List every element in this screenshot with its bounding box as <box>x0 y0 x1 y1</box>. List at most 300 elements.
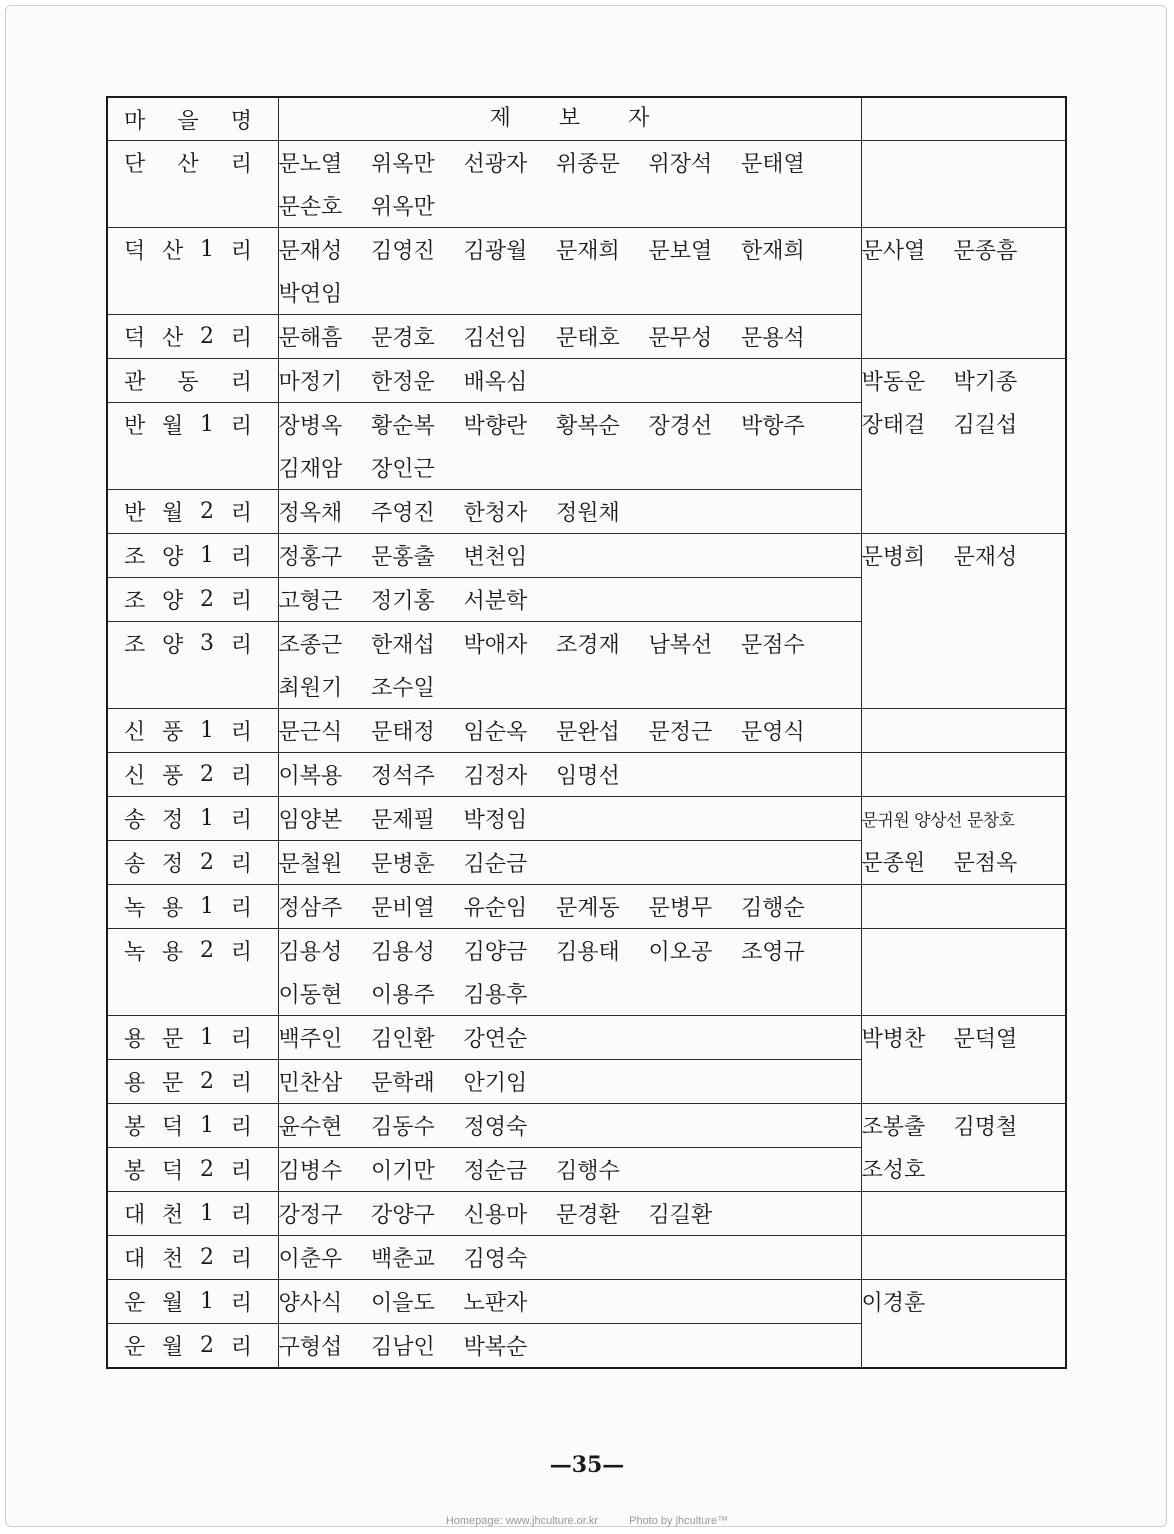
table-row <box>107 359 1066 403</box>
village-name-char: 리 <box>230 808 252 833</box>
village-name-char: 정 <box>162 852 184 877</box>
informant-name: 김행수 <box>556 1159 620 1184</box>
village-name <box>124 622 252 665</box>
village-name-char: 리 <box>230 326 252 351</box>
footer <box>0 1515 1174 1527</box>
village-name-char: 2 <box>200 499 214 524</box>
informant-names-cell <box>278 797 861 841</box>
informant-name: 박애자 <box>463 633 528 658</box>
table-row <box>107 1236 1066 1280</box>
village-name-char: 산 <box>162 239 184 264</box>
informant-name: 김인환 <box>371 1027 435 1052</box>
additional-informant-line <box>862 840 1066 883</box>
informant-line <box>279 1236 861 1279</box>
village-name-char: 3 <box>200 631 214 656</box>
informant-name: 선광자 <box>463 152 528 177</box>
informant-name: 고형근 <box>278 589 343 614</box>
village-name-char: 천 <box>162 1247 184 1272</box>
informant-name: 문손호 <box>278 195 343 220</box>
informant-name: 장경선 <box>648 414 713 439</box>
additional-informant-name: 이경훈 <box>861 1291 926 1316</box>
table-row <box>107 228 1066 315</box>
header-village-char: 을 <box>177 108 199 134</box>
informant-line <box>279 1192 861 1235</box>
village-name-char: 1 <box>200 894 214 919</box>
village-name-char: 2 <box>200 762 214 787</box>
informant-name: 문재성 <box>278 239 343 264</box>
table-row <box>107 709 1066 753</box>
village-name-char: 2 <box>200 587 214 612</box>
village-name-char: 관 <box>124 370 146 395</box>
informant-name: 문제필 <box>371 808 435 833</box>
additional-informant-name: 조성호 <box>861 1158 926 1183</box>
village-name <box>124 841 252 884</box>
village-name-char: 1 <box>200 806 214 831</box>
additional-informant-name: 박동운 <box>861 370 926 395</box>
informant-line <box>279 665 861 708</box>
village-name-char: 신 <box>124 764 146 789</box>
village-name <box>124 753 252 796</box>
informant-names-cell <box>278 1324 861 1369</box>
informant-name: 위종문 <box>556 152 620 177</box>
village-name-char: 용 <box>124 1071 146 1096</box>
informant-name: 임양본 <box>278 808 343 833</box>
additional-informants-cell <box>861 1104 1066 1192</box>
informant-names-cell <box>278 1148 861 1192</box>
village-name-char: 리 <box>230 1291 252 1316</box>
additional-informant-name: 박기종 <box>953 370 1018 395</box>
village-name-char: 덕 <box>124 326 146 351</box>
village-name-char: 2 <box>200 1157 214 1182</box>
informant-name: 임명선 <box>556 764 620 789</box>
informant-line <box>279 578 861 621</box>
village-name-char: 녹 <box>124 896 146 921</box>
informant-line <box>279 403 861 446</box>
village-name-char: 덕 <box>162 1115 184 1140</box>
informant-name: 박항주 <box>741 414 805 439</box>
informant-table <box>106 96 1067 1369</box>
informant-names-cell <box>278 1060 861 1104</box>
additional-informant-line <box>862 402 1066 445</box>
village-name-char: 용 <box>124 1027 146 1052</box>
additional-informant-name: 박병찬 <box>861 1027 926 1052</box>
informant-name: 이기만 <box>371 1159 435 1184</box>
header-row <box>107 97 1066 141</box>
informant-name: 박향란 <box>463 414 528 439</box>
informant-name: 위옥만 <box>371 195 435 220</box>
informant-line <box>279 1104 861 1147</box>
additional-informants-cell <box>861 797 1066 885</box>
informant-name: 장인근 <box>371 457 435 482</box>
village-name-char: 봉 <box>124 1159 146 1184</box>
informant-name: 주영진 <box>371 501 435 526</box>
additional-informants-cell <box>861 885 1066 929</box>
village-name <box>124 1148 252 1191</box>
informant-line <box>279 446 861 489</box>
village-cell <box>107 490 278 534</box>
header-empty-cell <box>861 97 1066 141</box>
informant-name: 문영식 <box>741 720 805 745</box>
additional-informants-cell <box>861 753 1066 797</box>
informant-name: 문해흠 <box>278 326 343 351</box>
informant-line <box>279 534 861 577</box>
village-name-char: 양 <box>162 589 184 614</box>
village-name-char: 천 <box>162 1203 184 1228</box>
header-informant-label: 제보자 <box>489 106 698 131</box>
village-name-char: 반 <box>124 501 146 526</box>
village-name-char: 봉 <box>124 1115 146 1140</box>
additional-informants-cell <box>861 1280 1066 1369</box>
village-name <box>124 490 252 533</box>
footer-homepage: Homepage: www.jhculture.or.kr <box>445 1515 599 1527</box>
informant-name: 남복선 <box>648 633 713 658</box>
informant-name: 김길환 <box>648 1203 713 1228</box>
informant-names-cell <box>278 753 861 797</box>
additional-informant-line <box>862 228 1066 271</box>
village-cell <box>107 753 278 797</box>
informant-names-cell <box>278 841 861 885</box>
village-name-char: 용 <box>162 896 184 921</box>
village-name-char: 양 <box>162 633 184 658</box>
informant-name: 황복순 <box>556 414 620 439</box>
village-name-char: 2 <box>200 1069 214 1094</box>
village-name <box>124 228 252 271</box>
additional-informant-name: 문점옥 <box>953 851 1018 876</box>
footer-photo: Photo by jhculture™ <box>629 1515 729 1527</box>
village-name-char: 1 <box>200 412 214 437</box>
informant-line <box>279 841 861 884</box>
informant-name: 정옥채 <box>278 501 343 526</box>
informant-name: 문경호 <box>371 326 435 351</box>
informant-name: 조경재 <box>556 633 620 658</box>
village-cell <box>107 141 278 228</box>
village-name <box>124 1236 252 1279</box>
informant-line <box>279 885 861 928</box>
informant-line <box>279 271 861 314</box>
village-cell <box>107 578 278 622</box>
informant-name: 노판자 <box>463 1291 528 1316</box>
additional-informants-cell <box>861 929 1066 1016</box>
additional-informants-cell <box>861 141 1066 228</box>
table-row <box>107 1280 1066 1324</box>
village-name-char: 리 <box>230 1115 252 1140</box>
header-village-char: 마 <box>124 108 146 134</box>
informant-name: 이춘우 <box>278 1247 343 1272</box>
additional-informant-name: 문종원 <box>861 851 926 876</box>
village-name-char: 1 <box>200 1289 214 1314</box>
informant-name: 문학래 <box>371 1071 435 1096</box>
village-name-char: 리 <box>230 239 252 264</box>
village-name <box>124 1104 252 1147</box>
additional-informants-cell <box>861 709 1066 753</box>
village-name-char: 1 <box>200 237 214 262</box>
informant-names-cell <box>278 1280 861 1324</box>
additional-informant-name: 문사열 <box>861 239 926 264</box>
village-name-char: 리 <box>230 589 252 614</box>
village-name-char: 양 <box>162 545 184 570</box>
header-informant-cell <box>278 97 861 141</box>
informant-names-cell <box>278 578 861 622</box>
informant-line <box>279 141 861 184</box>
village-name-char: 단 <box>124 152 146 177</box>
additional-informant-line <box>862 1104 1066 1147</box>
informant-names-cell <box>278 228 861 315</box>
village-cell <box>107 841 278 885</box>
informant-name: 민찬삼 <box>278 1071 343 1096</box>
additional-informants-cell <box>861 534 1066 709</box>
informant-name: 문보열 <box>648 239 713 264</box>
informant-name: 김용태 <box>556 940 620 965</box>
village-name-char: 1 <box>200 543 214 568</box>
village-name-char: 조 <box>124 633 146 658</box>
informant-name: 문태정 <box>371 720 435 745</box>
informant-name: 정순금 <box>463 1159 528 1184</box>
table-row <box>107 141 1066 228</box>
village-name-char: 문 <box>162 1071 184 1096</box>
village-name-char: 반 <box>124 414 146 439</box>
village-name-char: 리 <box>230 152 252 177</box>
informant-name: 문정근 <box>648 720 713 745</box>
village-name-char: 녹 <box>124 940 146 965</box>
village-name-char: 리 <box>230 764 252 789</box>
village-name <box>124 1016 252 1059</box>
informant-name: 정기홍 <box>371 589 435 614</box>
informant-line <box>279 972 861 1015</box>
village-name-char: 리 <box>230 1247 252 1272</box>
village-name-char: 리 <box>230 852 252 877</box>
informant-name: 이동현 <box>278 983 343 1008</box>
village-name-char: 2 <box>200 1245 214 1270</box>
village-name <box>124 885 252 928</box>
header-village-label <box>124 98 252 140</box>
informant-name: 문계동 <box>556 896 620 921</box>
village-name-char: 용 <box>162 940 184 965</box>
village-name-char: 대 <box>124 1203 146 1228</box>
village-cell <box>107 1016 278 1060</box>
informant-name: 문무성 <box>648 326 713 351</box>
informant-name: 문노열 <box>278 152 343 177</box>
informant-name: 강양구 <box>371 1203 435 1228</box>
additional-informants-cell <box>861 228 1066 359</box>
informant-name: 박정임 <box>463 808 528 833</box>
informant-name: 박연임 <box>278 282 343 307</box>
village-cell <box>107 1104 278 1148</box>
village-name-char: 2 <box>200 938 214 963</box>
informant-name: 백춘교 <box>371 1247 435 1272</box>
table-row <box>107 1104 1066 1148</box>
village-name <box>124 534 252 577</box>
additional-informants-cell <box>861 1016 1066 1104</box>
informant-name: 임순옥 <box>463 720 528 745</box>
village-name <box>124 709 252 752</box>
additional-informant-line <box>862 1147 1066 1190</box>
informant-line <box>279 709 861 752</box>
informant-name: 김선임 <box>463 326 528 351</box>
informant-name: 변천임 <box>463 545 528 570</box>
informant-name: 구형섭 <box>278 1335 343 1360</box>
informant-name: 정석주 <box>371 764 435 789</box>
informant-names-cell <box>278 141 861 228</box>
informant-name: 문철원 <box>278 852 343 877</box>
informant-name: 문병훈 <box>371 852 435 877</box>
additional-informant-name: 문재성 <box>953 545 1018 570</box>
informant-line <box>279 315 861 358</box>
informant-name: 이을도 <box>371 1291 435 1316</box>
informant-name: 김행순 <box>741 896 805 921</box>
informant-names-cell <box>278 709 861 753</box>
informant-name: 마정기 <box>278 370 343 395</box>
informant-name: 한청자 <box>463 501 528 526</box>
informant-name: 김영진 <box>371 239 435 264</box>
village-name-char: 리 <box>230 370 252 395</box>
informant-names-cell <box>278 315 861 359</box>
informant-name: 정원채 <box>556 501 620 526</box>
village-name-char: 정 <box>162 808 184 833</box>
village-name-char: 대 <box>124 1247 146 1272</box>
additional-informant-name: 문종흠 <box>953 239 1018 264</box>
informant-name: 한재섭 <box>371 633 435 658</box>
village-cell <box>107 797 278 841</box>
village-name-char: 1 <box>200 1025 214 1050</box>
village-cell <box>107 885 278 929</box>
additional-informant-name: 장태걸 <box>861 413 926 438</box>
informant-line <box>279 1016 861 1059</box>
village-name-char: 리 <box>230 545 252 570</box>
informant-name: 김광월 <box>463 239 528 264</box>
additional-informants-cell <box>861 1192 1066 1236</box>
informant-names-cell <box>278 490 861 534</box>
informant-name: 정삼주 <box>278 896 343 921</box>
informant-line <box>279 929 861 972</box>
village-cell <box>107 359 278 403</box>
informant-name: 김용후 <box>463 983 528 1008</box>
informant-line <box>279 622 861 665</box>
village-name-char: 조 <box>124 545 146 570</box>
informant-names-cell <box>278 1104 861 1148</box>
village-name-char: 풍 <box>162 764 184 789</box>
informant-name: 이오공 <box>648 940 713 965</box>
additional-informant-name: 조봉출 <box>861 1115 926 1140</box>
village-cell <box>107 228 278 315</box>
informant-name: 위옥만 <box>371 152 435 177</box>
informant-name: 강연순 <box>463 1027 528 1052</box>
informant-name: 김재암 <box>278 457 343 482</box>
informant-name: 조영규 <box>741 940 805 965</box>
informant-name: 백주인 <box>278 1027 343 1052</box>
additional-informant-name: 문귀원 양상선 문창호 <box>861 811 1015 831</box>
village-name-char: 송 <box>124 808 146 833</box>
additional-informant-line <box>862 534 1066 577</box>
village-name-char: 리 <box>230 1159 252 1184</box>
village-name <box>124 315 252 358</box>
informant-line <box>279 753 861 796</box>
additional-informant-line <box>862 1280 1066 1323</box>
informant-name: 문근식 <box>278 720 343 745</box>
informant-name: 이복용 <box>278 764 343 789</box>
additional-informant-line <box>862 359 1066 402</box>
village-cell <box>107 622 278 709</box>
informant-name: 정홍구 <box>278 545 343 570</box>
village-name-char: 리 <box>230 501 252 526</box>
informant-name: 위장석 <box>648 152 713 177</box>
village-name-char: 리 <box>230 414 252 439</box>
informant-name: 안기임 <box>463 1071 528 1096</box>
village-name-char: 문 <box>162 1027 184 1052</box>
village-name-char: 월 <box>162 1291 184 1316</box>
village-name-char: 풍 <box>162 720 184 745</box>
table-row <box>107 753 1066 797</box>
informant-name: 김병수 <box>278 1159 343 1184</box>
village-name-char: 월 <box>162 1335 184 1360</box>
village-name-char: 2 <box>200 1333 214 1358</box>
informant-name: 조종근 <box>278 633 343 658</box>
additional-informant-name: 문병희 <box>861 545 926 570</box>
village-name <box>124 403 252 446</box>
village-cell <box>107 929 278 1016</box>
informant-name: 문태열 <box>741 152 805 177</box>
village-name-char: 덕 <box>162 1159 184 1184</box>
informant-line <box>279 184 861 227</box>
village-name-char: 리 <box>230 720 252 745</box>
village-name <box>124 1280 252 1323</box>
village-name-char: 월 <box>162 414 184 439</box>
village-name-char: 동 <box>177 370 199 395</box>
village-cell <box>107 534 278 578</box>
village-name-char: 2 <box>200 850 214 875</box>
village-cell <box>107 1148 278 1192</box>
page-number: —35— <box>549 1452 625 1478</box>
table-row <box>107 797 1066 841</box>
village-cell <box>107 403 278 490</box>
village-name-char: 조 <box>124 589 146 614</box>
village-name <box>124 359 252 402</box>
informant-line <box>279 228 861 271</box>
informant-name: 최원기 <box>278 676 343 701</box>
informant-name: 문비열 <box>371 896 435 921</box>
informant-names-cell <box>278 929 861 1016</box>
table-row <box>107 1016 1066 1060</box>
village-name-char: 리 <box>230 1027 252 1052</box>
village-cell <box>107 709 278 753</box>
table-row <box>107 929 1066 1016</box>
informant-name: 신용마 <box>463 1203 528 1228</box>
village-name-char: 월 <box>162 501 184 526</box>
header-village-cell <box>107 97 278 141</box>
informant-name: 배옥심 <box>463 370 528 395</box>
additional-informant-line <box>862 797 1066 840</box>
table-row <box>107 1192 1066 1236</box>
informant-names-cell <box>278 885 861 929</box>
informant-name: 문용석 <box>741 326 805 351</box>
table-row <box>107 885 1066 929</box>
village-cell <box>107 1324 278 1369</box>
village-name-char: 산 <box>162 326 184 351</box>
village-cell <box>107 1236 278 1280</box>
informant-line <box>279 359 861 402</box>
informant-name: 문태호 <box>556 326 620 351</box>
additional-informant-name: 문덕열 <box>953 1027 1018 1052</box>
informant-name: 문홍출 <box>371 545 435 570</box>
village-name-char: 2 <box>200 324 214 349</box>
informant-name: 김정자 <box>463 764 528 789</box>
informant-line <box>279 1324 861 1367</box>
informant-names-cell <box>278 1016 861 1060</box>
village-name <box>124 929 252 972</box>
village-name <box>124 1324 252 1367</box>
informant-names-cell <box>278 622 861 709</box>
village-name-char: 신 <box>124 720 146 745</box>
informant-name: 장병옥 <box>278 414 343 439</box>
